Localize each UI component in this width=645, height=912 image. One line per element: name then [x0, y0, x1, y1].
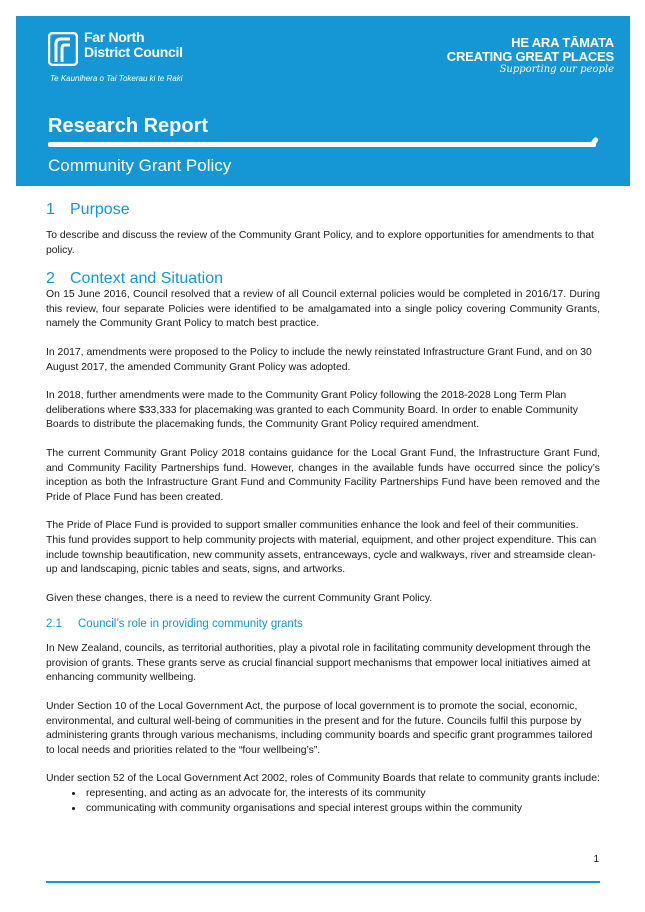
- section-number: 1: [46, 201, 55, 218]
- subsection-number: 2.1: [46, 618, 62, 631]
- list-item: • communicating with community organisations and special interest groups within the community: [84, 802, 600, 817]
- paragraph: The Pride of Place Fund is provided to support smaller communities enhance the look and feel of their communities. This fund provides support to help community projects with material, equipment, and other project expenditure. This can include township beautification, new community assets, entranceways, cycle and walkways, river and streamside clean-up and landscaping, picnic tables and seats, signs, and artworks.: [46, 520, 597, 576]
- council-logo: [46, 30, 186, 102]
- council-name-line2: District Council: [84, 44, 183, 60]
- subsection-title: Council’s role in providing community grants: [78, 618, 303, 631]
- footer-rule: [46, 881, 600, 883]
- brand-line1: HE ARA TĀMATA: [511, 35, 614, 50]
- brand-line3: Supporting our people: [499, 64, 614, 75]
- page-number: 1: [593, 854, 599, 865]
- bullet-list: [46, 787, 600, 816]
- paragraph: To describe and discuss the review of the Community Grant Policy, and to explore opportunities for amendments to that policy.: [46, 230, 594, 256]
- document-body: [46, 201, 600, 816]
- section-heading-purpose: [46, 201, 600, 219]
- paragraph: On 15 June 2016, Council resolved that a review of all Council external policies would be completed in 2016/17. During this review, four separate Policies were identified to be amalgamated into a single policy covering Community Grants, namely the Community Grant Policy to match best practice.: [46, 289, 600, 330]
- council-name-line1: Far North: [84, 29, 145, 45]
- list-item: • representing, and acting as an advocate for, the interests of its community: [84, 787, 600, 802]
- section-number: 2: [46, 270, 55, 288]
- paragraph: Under Section 10 of the Local Government Act, the purpose of local government is to promote the social, economic, environmental, and cultural well-being of communities in the present and for the future. Councils fulfil this purpose by administering grants through various mechanisms, including community boards and specific grant programmes tailored to local needs and priorities related to the “four wellbeing’s”.: [46, 701, 593, 756]
- subsection-heading-council-role: [46, 618, 600, 630]
- council-name: [84, 30, 183, 60]
- section-title: Purpose: [70, 201, 130, 218]
- section-heading-context: [46, 270, 600, 288]
- paragraph: Under section 52 of the Local Government Act 2002, roles of Community Boards that relate to community grants include:: [46, 773, 600, 785]
- header-banner: [16, 16, 630, 186]
- paragraph: In 2017, amendments were proposed to the Policy to include the newly reinstated Infrastructure Grant Fund, and on 30 August 2017, the amended Community Grant Policy was adopted.: [46, 346, 592, 373]
- council-tagline: Te Kaunihera o Tai Tokerau ki te Raki: [50, 74, 183, 83]
- report-subtitle: Community Grant Policy: [48, 156, 232, 175]
- paragraph: The current Community Grant Policy 2018 contains guidance for the Local Grant Fund, the Infrastructure Grant Fund, and Community Facility Partnerships fund. However, changes in the available funds have occurred since the policy’s inception as both the Infrastructure Grant Fund and Community Facility Partnerships Fund have been removed and the Pride of Place Fund has been created.: [46, 447, 600, 503]
- paragraph: Given these changes, there is a need to review the current Community Grant Policy.: [46, 592, 433, 604]
- paragraph: In 2018, further amendments were made to the Community Grant Policy following the 2018-2028 Long Term Plan deliberations where $33,333 for placemaking was granted to each Community Board. In order to enable Community Boards to distribute the placemaking funds, the Community Grant Policy required amendment.: [46, 390, 578, 431]
- title-underline-flourish: [590, 136, 599, 146]
- section-title: Context and Situation: [70, 270, 223, 288]
- report-title: Research Report: [48, 115, 209, 137]
- title-underline: [48, 142, 596, 147]
- council-logo-icon: [48, 32, 78, 66]
- paragraph: In New Zealand, councils, as territorial authorities, play a pivotal role in facilitating community development through the provision of grants. These grants serve as crucial financial support mechanisms that empower local initiatives aimed at enhancing community wellbeing.: [46, 643, 591, 684]
- brand-logo: [447, 36, 614, 76]
- brand-line2: CREATING GREAT PLACES: [446, 49, 614, 64]
